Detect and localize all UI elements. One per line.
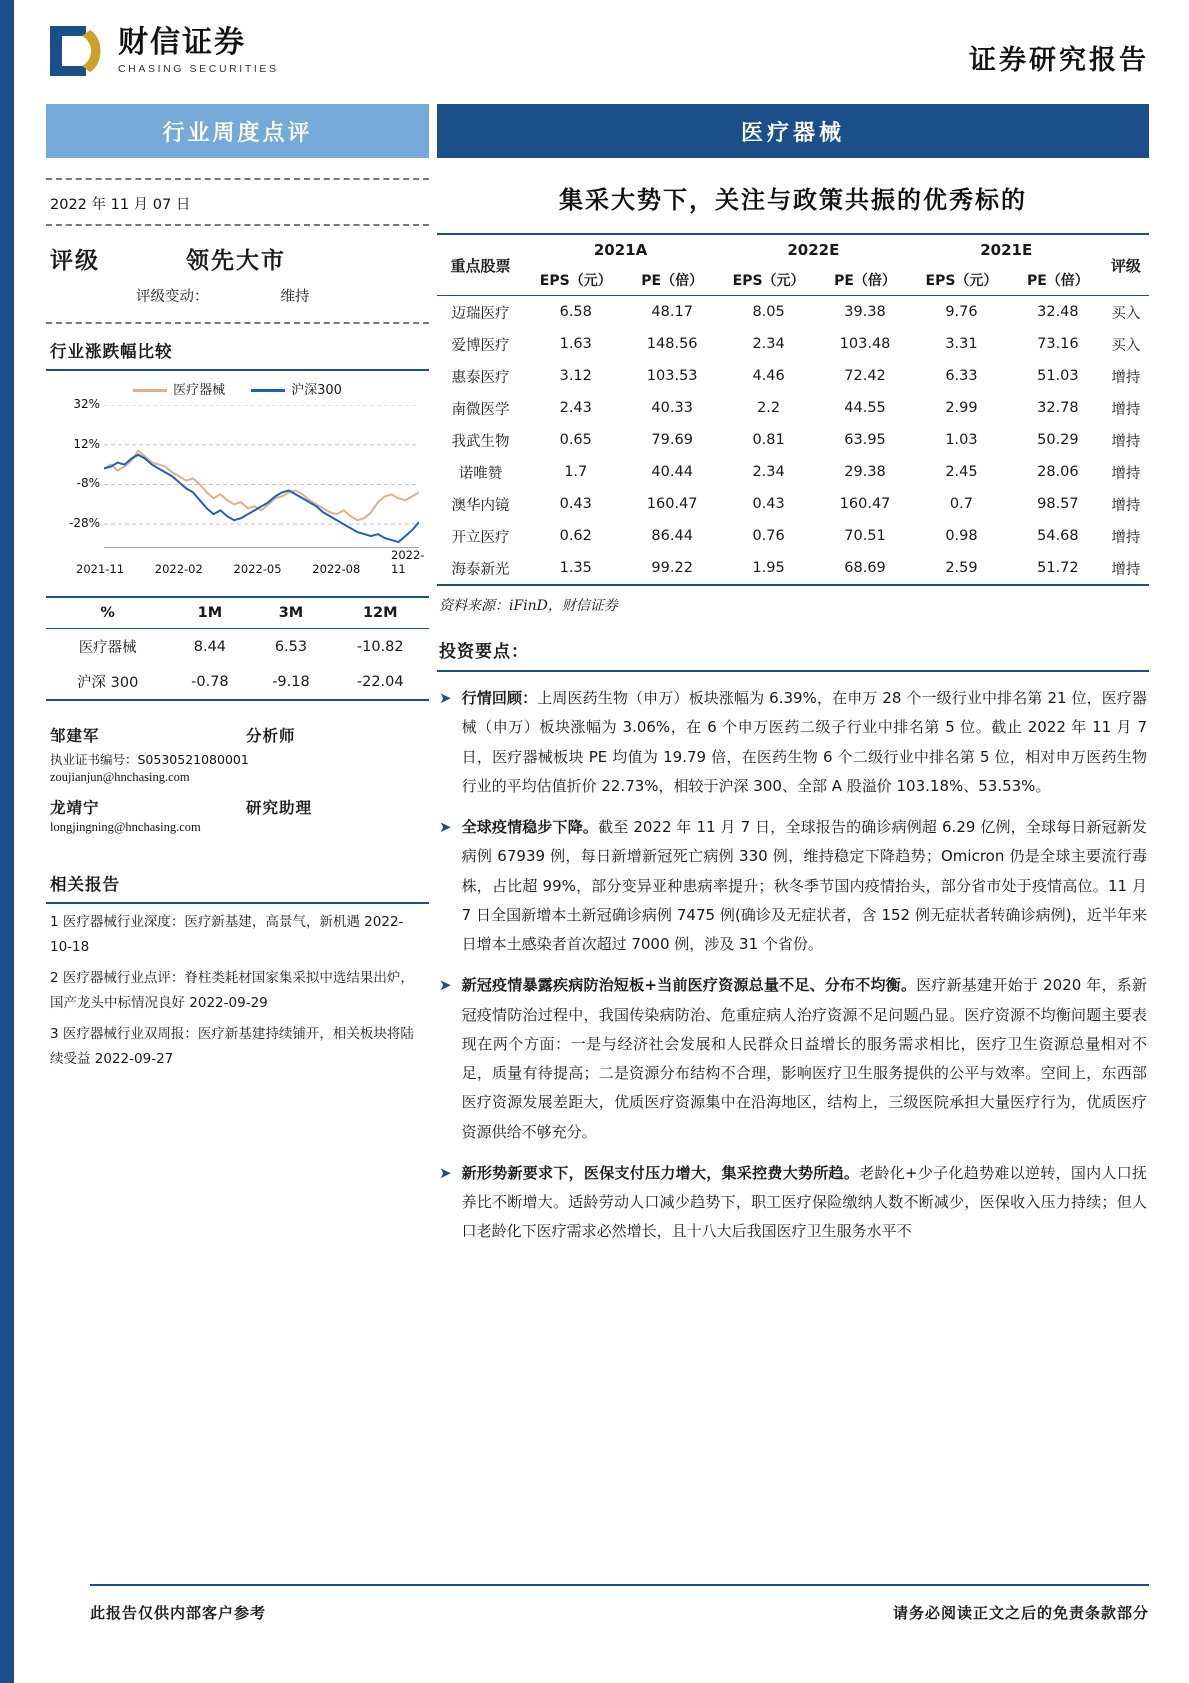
stock-pe-2021e: 32.78: [1037, 400, 1079, 416]
investment-point: [437, 959, 1149, 1147]
chart-y-tick: 32%: [73, 397, 100, 411]
stock-eps-2022e: 2.34: [752, 336, 785, 352]
stock-subheader-eps1: EPS（元）: [524, 264, 627, 296]
stock-pe-2021e: 51.72: [1013, 552, 1103, 585]
stock-rating: 买入: [1111, 337, 1141, 354]
rating-change-value: 维持: [280, 289, 310, 305]
table-row: [46, 629, 429, 665]
stock-pe-2021a: 48.17: [651, 304, 693, 320]
perf-row-3m: 6.53: [274, 638, 308, 655]
rating-value: 领先大市: [186, 248, 286, 274]
perf-row-12m: -22.04: [332, 664, 430, 700]
investment-point-text: [462, 813, 1147, 959]
stock-eps-2021a: 1.35: [524, 552, 627, 585]
company-name-en: CHASING SECURITIES: [118, 62, 279, 75]
investment-points-list: [437, 672, 1149, 1247]
list-item[interactable]: 3 医疗器械行业双周报：医疗新基建持续铺开，相关板块将陆续受益 2022-09-27: [50, 1025, 414, 1067]
table-row: [437, 328, 1149, 360]
stock-eps-2022e: 1.95: [717, 552, 820, 585]
chart-plot-area: [104, 405, 419, 548]
report-type-label: 证券研究报告: [969, 45, 1149, 76]
stock-eps-2021e: 9.76: [945, 304, 978, 320]
investment-point-text: [462, 684, 1147, 801]
arrow-bullet-icon: ➤: [439, 1163, 452, 1182]
left-column: [46, 178, 429, 1072]
stock-pe-2022e: 103.48: [839, 336, 891, 352]
stock-pe-2021e: 98.57: [1037, 496, 1079, 512]
industry-performance-chart: [46, 377, 429, 582]
table-row: [437, 360, 1149, 392]
stock-eps-2021a: 0.43: [559, 496, 592, 512]
chart-x-tick: 2022-05: [233, 562, 282, 576]
footer-left-note: 此报告仅供内部客户参考: [90, 1604, 267, 1622]
list-item[interactable]: 2 医疗器械行业点评：脊柱类耗材国家集采拟中选结果出炉，国产龙头中标情况良好 2022-09-29: [50, 969, 414, 1011]
investment-point-body: 老龄化+少子化趋势难以逆转，国内人口抚养比不断增大。适龄劳动人口减少趋势下，职工医疗保险缴纳人数不断减少，医保收入压力持续；但人口老龄化下医疗需求必然增长，且十八大后我国医疗卫生服务水平不: [461, 1163, 1147, 1241]
stock-rating: 增持: [1111, 401, 1141, 418]
footer-right-note: 请务必阅读正文之后的免责条款部分: [892, 1604, 1149, 1622]
rating-block: [46, 226, 429, 324]
related-reports-title: 相关报告: [50, 875, 120, 894]
analyst-email[interactable]: zoujianjun@hnchasing.com: [50, 770, 190, 784]
stock-pe-2022e: 44.55: [844, 400, 886, 416]
stock-pe-2021a: 160.47: [646, 496, 698, 512]
analyst-license: 执业证书编号：S0530521080001: [50, 752, 249, 767]
stock-pe-2021a: 86.44: [651, 528, 693, 544]
rating-label: 评级: [50, 248, 100, 274]
investment-point-text: [462, 1159, 1147, 1247]
table-row: [437, 424, 1149, 456]
table-row: [46, 664, 429, 700]
stock-header-2021e: 2021E: [910, 234, 1103, 264]
perf-row-1m: 8.44: [193, 638, 227, 655]
performance-table: [46, 596, 429, 701]
assistant-name: 龙靖宁: [50, 799, 100, 817]
stock-eps-2021a: 1.63: [559, 336, 592, 352]
table-row: [437, 552, 1149, 585]
stock-eps-2022e: 8.05: [752, 304, 785, 320]
perf-row-12m: -10.82: [356, 638, 404, 655]
stock-eps-2022e: 0.76: [752, 528, 785, 544]
stock-eps-2021e: 2.99: [945, 400, 978, 416]
table-row: [437, 392, 1149, 424]
chart-legend: [46, 379, 429, 398]
stock-eps-2021a: 6.58: [559, 304, 592, 320]
stock-eps-2021e: 3.31: [945, 336, 978, 352]
legend-item-industry: 医疗器械: [133, 379, 225, 398]
chart-x-tick: 2021-11: [76, 562, 125, 576]
stock-subheader-pe3: PE（倍）: [1013, 264, 1103, 296]
table-source: 资料来源：iFinD，财信证券: [439, 598, 618, 614]
stock-eps-2022e: 2.34: [752, 464, 785, 480]
stock-eps-2021a: 1.7: [564, 464, 588, 480]
stock-pe-2022e: 72.42: [844, 368, 886, 384]
chart-y-tick: -28%: [68, 516, 100, 531]
date-block: [46, 178, 429, 226]
industry-name-bar: 医疗器械: [437, 104, 1149, 158]
perf-header-pct: %: [46, 597, 169, 629]
stock-rating: 买入: [1111, 305, 1141, 322]
stock-pe-2021e: 54.68: [1037, 528, 1079, 544]
stock-pe-2022e: 68.69: [820, 552, 910, 585]
chart-x-tick: 2022-02: [154, 562, 203, 576]
stock-rating: 增持: [1111, 433, 1141, 450]
stock-eps-2021a: 0.65: [559, 432, 592, 448]
perf-header-3m: 3M: [250, 597, 331, 629]
investment-point-text: [462, 971, 1147, 1147]
stock-subheader-eps3: EPS（元）: [910, 264, 1013, 296]
stock-pe-2021a: 99.22: [627, 552, 717, 585]
perf-row-name: 沪深 300: [46, 664, 169, 700]
chart-y-tick: 12%: [73, 436, 100, 451]
investment-point-body: 医疗新基建开始于 2020 年，系新冠疫情防治过程中，我国传染病防治、危重症病人治疗资源不足问题凸显。医疗资源不均衡问题主要表现在两个方面：一是与经济社会发展和人民群众日益增长的服务需求相比，医疗卫生资源总量相对不足，质量有待提高；二是资源分布结构不合理，影响医疗卫生服务提供的公平与效率。空间上，东西部医疗资源发展差距大，优质医疗资源集中在沿海地区，结构上，三级医院承担大量医疗行为，优质医疗资源供给不够充分。: [461, 976, 1147, 1141]
analyst-role: 分析师: [246, 727, 296, 745]
stock-name: 诺唯赞: [458, 465, 503, 482]
stock-rating: 增持: [1111, 529, 1141, 546]
investment-point: [437, 801, 1149, 959]
page-footer: [90, 1584, 1149, 1623]
investment-points-title: 投资要点：: [439, 642, 529, 662]
stock-pe-2021a: 148.56: [646, 336, 698, 352]
stock-name: 爱博医疗: [451, 337, 510, 354]
table-row: [437, 488, 1149, 520]
assistant-role: 研究助理: [246, 799, 313, 817]
report-category-bar: 行业周度点评: [46, 104, 429, 158]
investment-point-lead: 新形势新要求下，医保支付压力增大，集采控费大势所趋。: [461, 1163, 860, 1182]
list-item[interactable]: 1 医疗器械行业深度：医疗新基建，高景气，新机遇 2022-10-18: [50, 914, 404, 955]
page-title: 集采大势下，关注与政策共振的优秀标的: [559, 186, 1027, 214]
arrow-bullet-icon: ➤: [439, 818, 452, 836]
stock-eps-2021a: 2.43: [559, 400, 592, 416]
stock-name: 惠泰医疗: [451, 369, 510, 386]
company-logo: [46, 22, 279, 80]
stock-header-2022e: 2022E: [717, 234, 910, 264]
stock-header-name: 重点股票: [437, 234, 524, 296]
masthead: [46, 18, 1149, 96]
stock-pe-2021a: 40.33: [651, 400, 693, 416]
stock-eps-2022e: 0.81: [752, 432, 785, 448]
arrow-bullet-icon: ➤: [439, 689, 452, 707]
stock-eps-2021e: 0.98: [945, 528, 978, 544]
stock-header-2021a: 2021A: [524, 234, 717, 264]
table-row: [437, 296, 1149, 329]
report-date: 2022 年 11 月 07 日: [50, 197, 191, 213]
stock-name: 开立医疗: [451, 529, 510, 546]
investment-point-body: 截至 2022 年 11 月 7 日，全球报告的确诊病例超 6.29 亿例，全球每日新冠新发病例 67939 例，每日新增新冠死亡病例 330 例，维持稳定下降趋势；Omicron 仍是全球主要流行毒株，占比超 99%，部分变异亚种患病率提升；秋冬季节国内疫情抬头，部分省市处于疫情高位。11 月 7 日全国新增本土新冠确诊病例 7475 例(确诊及无症状者，含 152 例无症状者转确诊病例)，近半年来日增本土感染者首次超过 7000 例，涉及 31 个省份。: [461, 818, 1147, 953]
stock-eps-2022e: 4.46: [752, 368, 785, 384]
stock-eps-2021a: 0.62: [559, 528, 592, 544]
analyst-block: [46, 701, 429, 839]
table-row: [437, 456, 1149, 488]
table-row: [437, 520, 1149, 552]
stock-pe-2021a: 40.44: [651, 464, 693, 480]
perf-row-name: 医疗器械: [78, 640, 137, 656]
stock-name: 海泰新光: [437, 552, 524, 585]
stock-eps-2021e: 0.7: [949, 496, 973, 512]
perf-header-12m: 12M: [332, 597, 430, 629]
chart-x-tick: 2022-11: [391, 548, 425, 576]
stock-pe-2021e: 32.48: [1037, 304, 1079, 320]
assistant-email[interactable]: longjingning@hnchasing.com: [50, 820, 201, 834]
stock-eps-2022e: 2.2: [757, 400, 781, 416]
investment-point-lead: 全球疫情稳步下降。: [461, 818, 599, 836]
stock-subheader-eps2: EPS（元）: [717, 264, 820, 296]
stock-eps-2021e: 6.33: [945, 368, 978, 384]
perf-row-1m: -0.78: [169, 664, 250, 700]
stock-pe-2021e: 51.03: [1037, 368, 1079, 384]
stock-name: 我武生物: [451, 433, 510, 450]
stock-rating: 增持: [1111, 465, 1141, 482]
stock-pe-2021e: 28.06: [1037, 464, 1079, 480]
perf-row-3m: -9.18: [250, 664, 331, 700]
investment-point: [437, 1147, 1149, 1247]
stock-header-rating: 评级: [1103, 234, 1149, 296]
chart-x-tick: 2022-08: [312, 562, 361, 576]
stock-rating: 增持: [1111, 369, 1141, 386]
stock-pe-2022e: 39.38: [844, 304, 886, 320]
stock-eps-2021e: 1.03: [945, 432, 978, 448]
logo-mark-icon: [46, 22, 108, 80]
key-stocks-table: [437, 233, 1149, 586]
stock-name: 南微医学: [451, 401, 510, 418]
stock-eps-2021e: 2.59: [910, 552, 1013, 585]
related-reports: [46, 857, 429, 1072]
stock-pe-2021e: 50.29: [1037, 432, 1079, 448]
right-column: [437, 168, 1149, 1247]
perf-header-1m: 1M: [169, 597, 250, 629]
stock-pe-2022e: 29.38: [844, 464, 886, 480]
stock-rating: 增持: [1111, 497, 1141, 514]
stock-name: 澳华内镜: [451, 497, 510, 514]
stock-subheader-pe2: PE（倍）: [820, 264, 910, 296]
stock-name: 迈瑞医疗: [451, 305, 510, 322]
legend-item-benchmark: 沪深300: [251, 379, 342, 398]
investment-point: [437, 672, 1149, 801]
rating-change-label: 评级变动：: [136, 289, 209, 305]
stock-pe-2022e: 160.47: [839, 496, 891, 512]
stock-pe-2022e: 63.95: [844, 432, 886, 448]
investment-point-lead: 新冠疫情暴露疾病防治短板+当前医疗资源总量不足、分布不均衡。: [461, 976, 917, 995]
chart-y-tick: -8%: [76, 476, 100, 491]
analyst-name: 邹建军: [50, 727, 100, 745]
investment-points-header: [437, 615, 1149, 672]
stock-pe-2021a: 79.69: [651, 432, 693, 448]
stock-eps-2021a: 3.12: [559, 368, 592, 384]
stock-subheader-pe1: PE（倍）: [627, 264, 717, 296]
stock-rating: 增持: [1103, 552, 1149, 585]
stock-pe-2022e: 70.51: [844, 528, 886, 544]
arrow-bullet-icon: ➤: [439, 976, 452, 995]
stock-pe-2021e: 73.16: [1037, 336, 1079, 352]
stock-eps-2021e: 2.45: [945, 464, 978, 480]
company-name-cn: 财信证券: [118, 24, 246, 60]
chart-title: 行业涨跌幅比较: [50, 342, 173, 361]
stock-pe-2021a: 103.53: [646, 368, 698, 384]
chart-title-wrap: [46, 324, 429, 371]
investment-point-body: 上周医药生物（申万）板块涨幅为 6.39%，在申万 28 个一级行业中排名第 21 位，医疗器械（申万）板块涨幅为 3.06%，在 6 个申万医药二级子行业中排名第 5 位。截止 2022 年 11 月 7 日，医疗器械板块 PE 均值为 19.79 倍，在医药生物 6 个二级行业中排名第 5 位，相对申万医药生物行业的平均估值折价 22.73%，相较于沪深 300、全部 A 股溢价 103.18%、53.53%。: [461, 689, 1147, 795]
stock-eps-2022e: 0.43: [752, 496, 785, 512]
investment-point-lead: 行情回顾：: [461, 689, 538, 707]
